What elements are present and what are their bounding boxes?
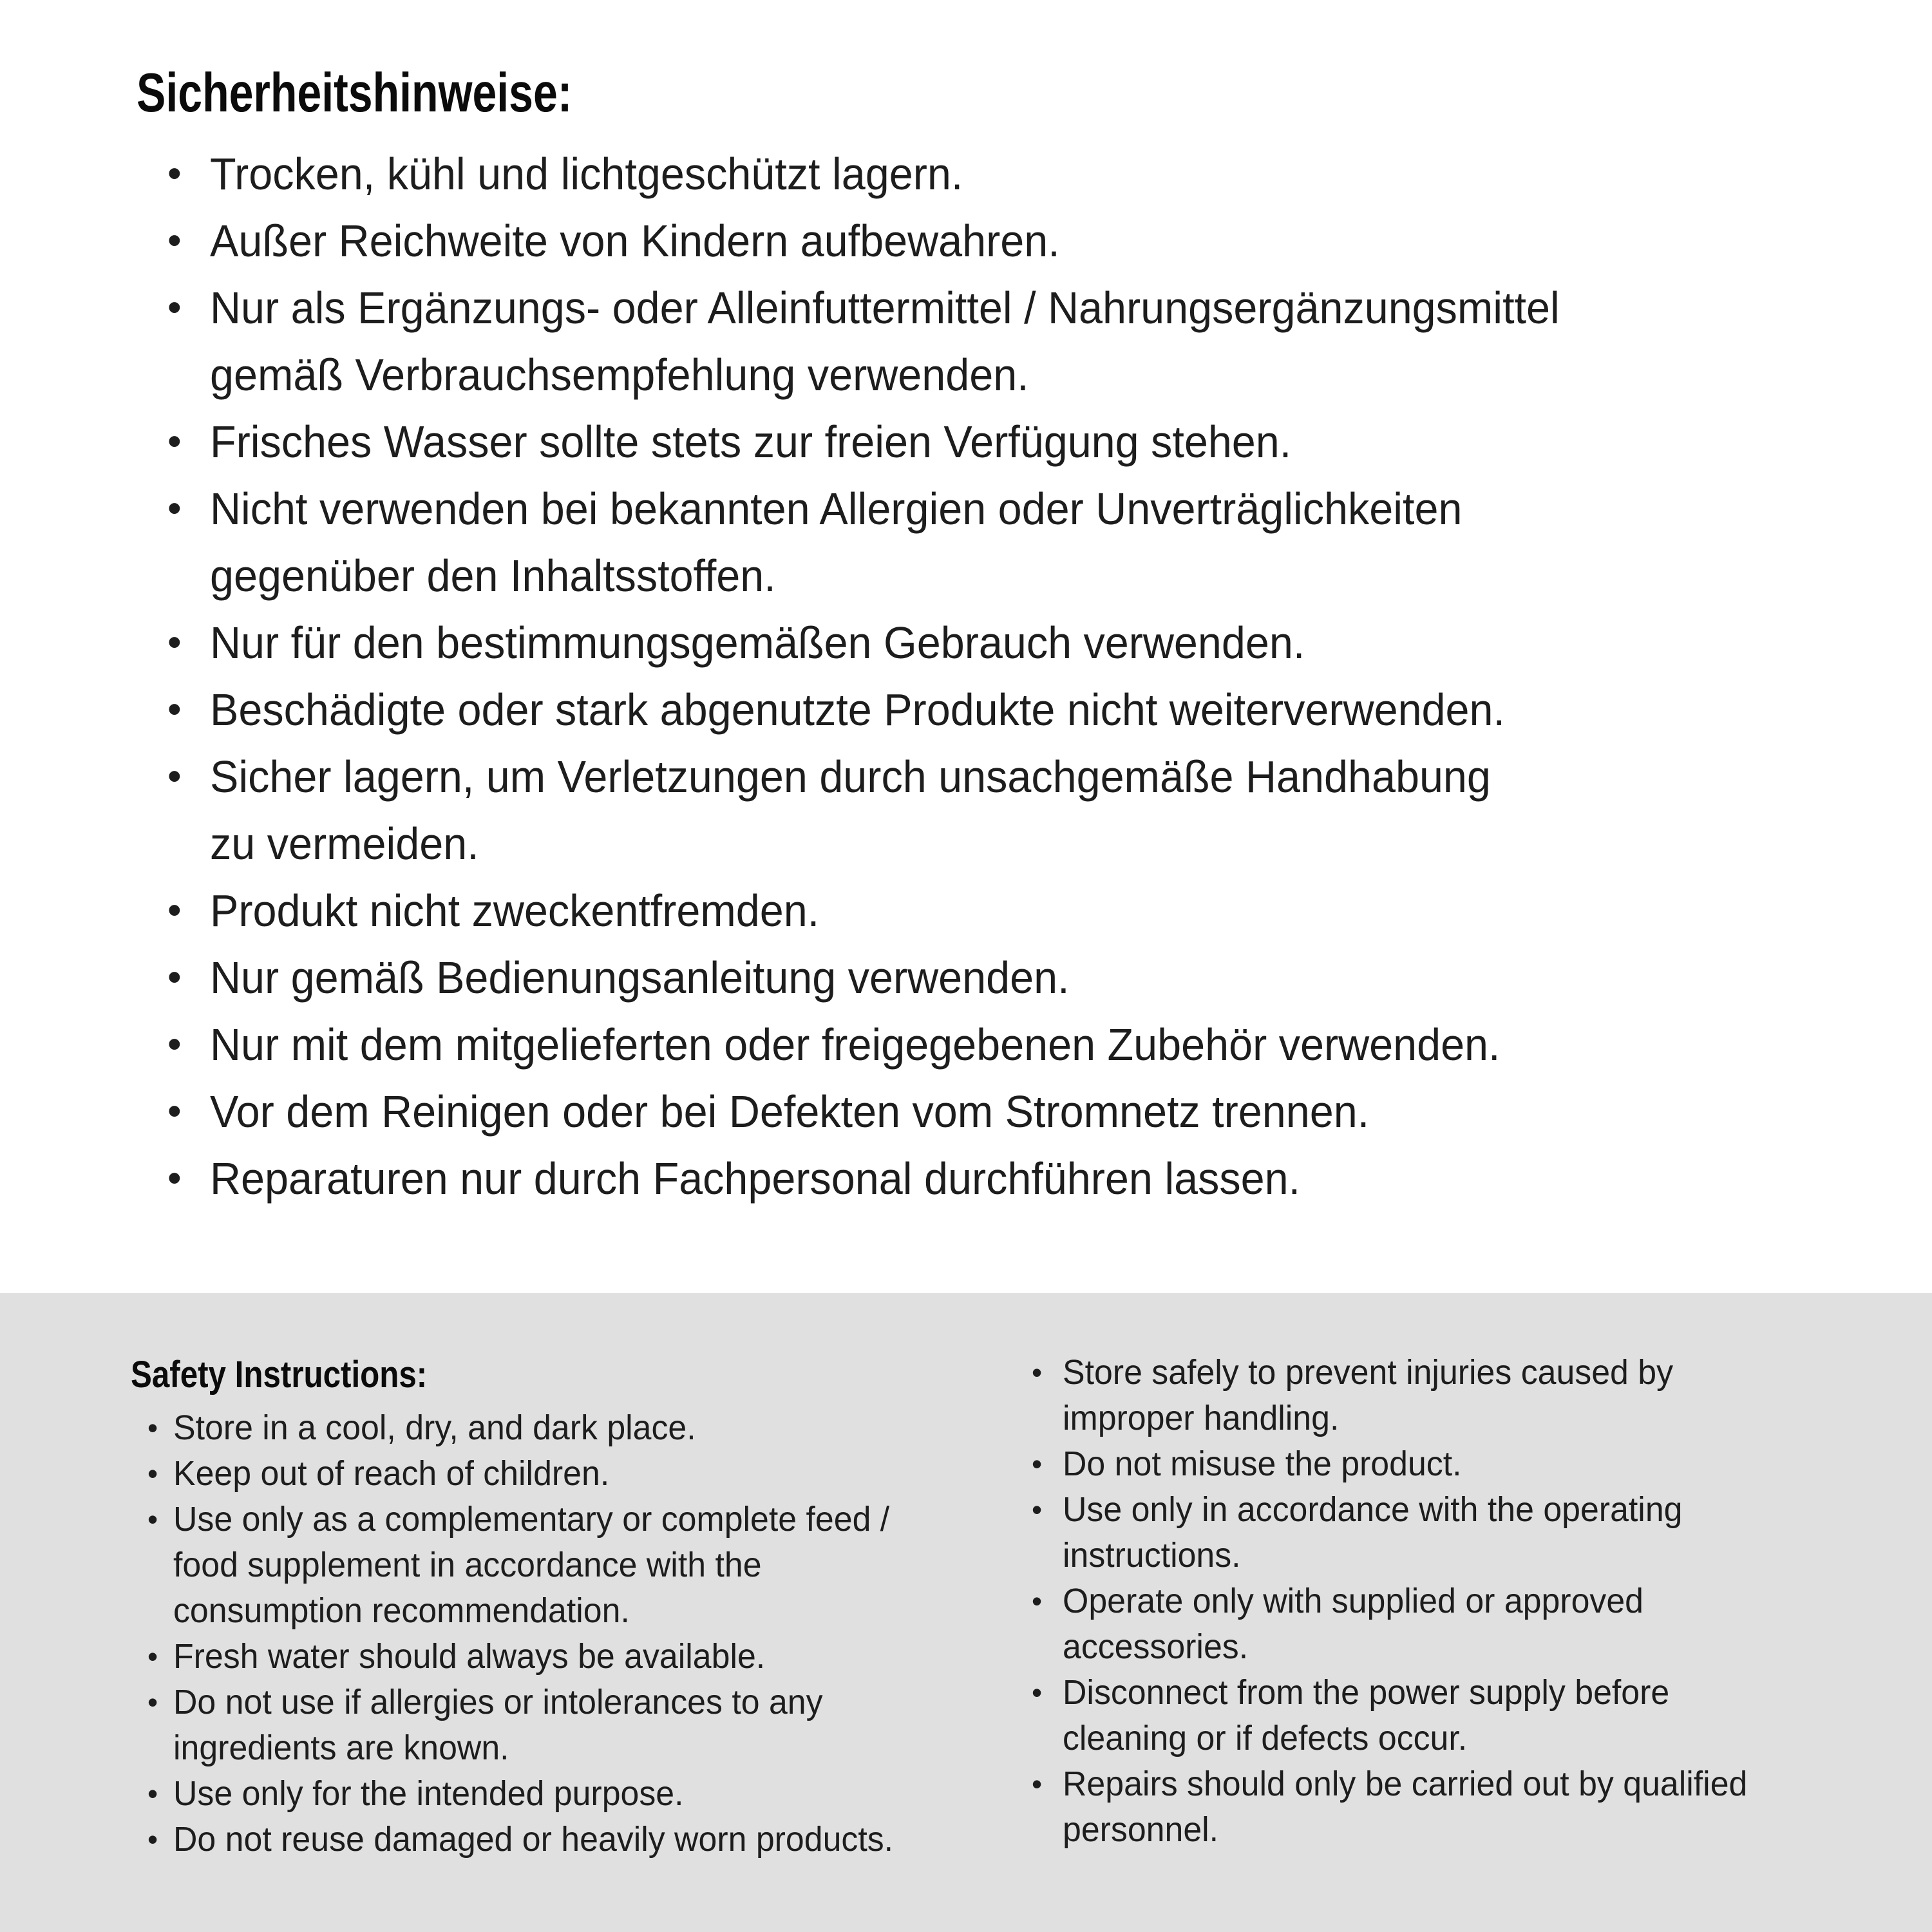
list-item (131, 1405, 923, 1451)
list-item (137, 1011, 1631, 1078)
list-item (131, 1497, 923, 1634)
bullet-icon: • (167, 419, 182, 464)
bullet-icon: • (147, 1777, 158, 1810)
bullet-icon: • (1032, 1356, 1043, 1389)
list-item (1030, 1761, 1776, 1853)
item-line: Frisches Wasser sollte stets zur freien Verfügung stehen. (210, 417, 1292, 467)
item-line: Do not use if allergies or intolerances to any (173, 1683, 823, 1721)
bullet-icon: • (147, 1823, 158, 1856)
item-line: instructions. (1063, 1536, 1241, 1575)
item-line: improper handling. (1063, 1399, 1340, 1437)
item-line: Keep out of reach of children. (173, 1454, 610, 1493)
item-line: Repairs should only be carried out by qualified (1063, 1765, 1748, 1803)
list-item (137, 1078, 1631, 1145)
list-item (137, 944, 1631, 1011)
list-item (131, 1817, 923, 1862)
item-line: gemäß Verbrauchsempfehlung verwenden. (210, 350, 1029, 400)
item-line: Operate only with supplied or approved (1063, 1582, 1643, 1620)
item-line: Reparaturen nur durch Fachpersonal durchführen lassen. (210, 1153, 1301, 1204)
item-line: Sicher lagern, um Verletzungen durch unsachgemäße Handhabung (210, 752, 1491, 802)
item-line: Do not reuse damaged or heavily worn products. (173, 1820, 894, 1859)
item-line: Use only for the intended purpose. (173, 1774, 684, 1813)
bullet-icon: • (167, 1089, 182, 1133)
list-item (137, 609, 1631, 676)
bullet-icon: • (167, 486, 182, 531)
bullet-icon: • (167, 1022, 182, 1066)
bullet-icon: • (1032, 1584, 1043, 1618)
bullet-icon: • (1032, 1676, 1043, 1709)
list-item (137, 408, 1631, 475)
english-left-list (131, 1405, 923, 1862)
english-section (0, 1293, 1932, 1932)
item-line: Disconnect from the power supply before (1063, 1673, 1670, 1712)
item-line: consumption recommendation. (173, 1591, 630, 1630)
list-item (1030, 1350, 1776, 1441)
bullet-icon: • (167, 620, 182, 665)
bullet-icon: • (167, 1156, 182, 1200)
item-line: accessories. (1063, 1627, 1249, 1666)
list-item (131, 1680, 923, 1771)
bullet-icon: • (147, 1411, 158, 1444)
bullet-icon: • (167, 955, 182, 999)
item-line: Use only in accordance with the operating (1063, 1490, 1683, 1529)
bullet-icon: • (167, 687, 182, 732)
bullet-icon: • (147, 1685, 158, 1719)
item-line: Nur mit dem mitgelieferten oder freigegebenen Zubehör verwenden. (210, 1019, 1501, 1070)
item-line: ingredients are known. (173, 1728, 509, 1767)
item-line: Trocken, kühl und lichtgeschützt lagern. (210, 149, 963, 199)
list-item (1030, 1441, 1776, 1487)
list-item (137, 207, 1631, 274)
bullet-icon: • (167, 888, 182, 933)
item-line: Store safely to prevent injuries caused by (1063, 1353, 1674, 1392)
bullet-icon: • (167, 754, 182, 799)
item-line: personnel. (1063, 1810, 1219, 1849)
item-line: Nur gemäß Bedienungsanleitung verwenden. (210, 952, 1070, 1003)
item-line: Use only as a complementary or complete feed / (173, 1500, 890, 1539)
list-item (137, 475, 1631, 609)
list-item (131, 1451, 923, 1497)
item-line: Store in a cool, dry, and dark place. (173, 1408, 696, 1447)
english-heading: Safety Instructions: (131, 1354, 428, 1396)
bullet-icon: • (147, 1457, 158, 1490)
list-item (137, 274, 1631, 408)
list-item (1030, 1578, 1776, 1670)
german-heading: Sicherheitshinweise: (137, 62, 573, 124)
list-item (131, 1771, 923, 1817)
item-line: zu vermeiden. (210, 819, 479, 869)
item-line: Produkt nicht zweckentfremden. (210, 886, 820, 936)
list-item (137, 140, 1631, 207)
item-line: Vor dem Reinigen oder bei Defekten vom Stromnetz trennen. (210, 1086, 1370, 1137)
list-item (137, 676, 1631, 743)
bullet-icon: • (147, 1640, 158, 1673)
list-item (137, 877, 1631, 944)
english-right-list (1030, 1350, 1776, 1853)
bullet-icon: • (1032, 1767, 1043, 1801)
list-item (1030, 1670, 1776, 1761)
list-item (1030, 1487, 1776, 1578)
list-item (137, 1145, 1631, 1212)
item-line: Fresh water should always be available. (173, 1637, 766, 1676)
item-line: Beschädigte oder stark abgenutzte Produkte nicht weiterverwenden. (210, 685, 1505, 735)
item-line: gegenüber den Inhaltsstoffen. (210, 551, 776, 601)
bullet-icon: • (1032, 1493, 1043, 1526)
item-line: cleaning or if defects occur. (1063, 1719, 1468, 1757)
item-line: Nur für den bestimmungsgemäßen Gebrauch verwenden. (210, 618, 1305, 668)
german-list (137, 140, 1631, 1212)
bullet-icon: • (167, 218, 182, 263)
list-item (137, 743, 1631, 877)
item-line: Nicht verwenden bei bekannten Allergien oder Unverträglichkeiten (210, 484, 1463, 534)
bullet-icon: • (167, 151, 182, 196)
bullet-icon: • (167, 285, 182, 330)
item-line: food supplement in accordance with the (173, 1546, 762, 1584)
bullet-icon: • (1032, 1447, 1043, 1481)
list-item (131, 1634, 923, 1680)
item-line: Do not misuse the product. (1063, 1444, 1462, 1483)
bullet-icon: • (147, 1502, 158, 1536)
item-line: Nur als Ergänzungs- oder Alleinfuttermittel / Nahrungsergänzungsmittel (210, 283, 1560, 333)
item-line: Außer Reichweite von Kindern aufbewahren. (210, 216, 1060, 266)
